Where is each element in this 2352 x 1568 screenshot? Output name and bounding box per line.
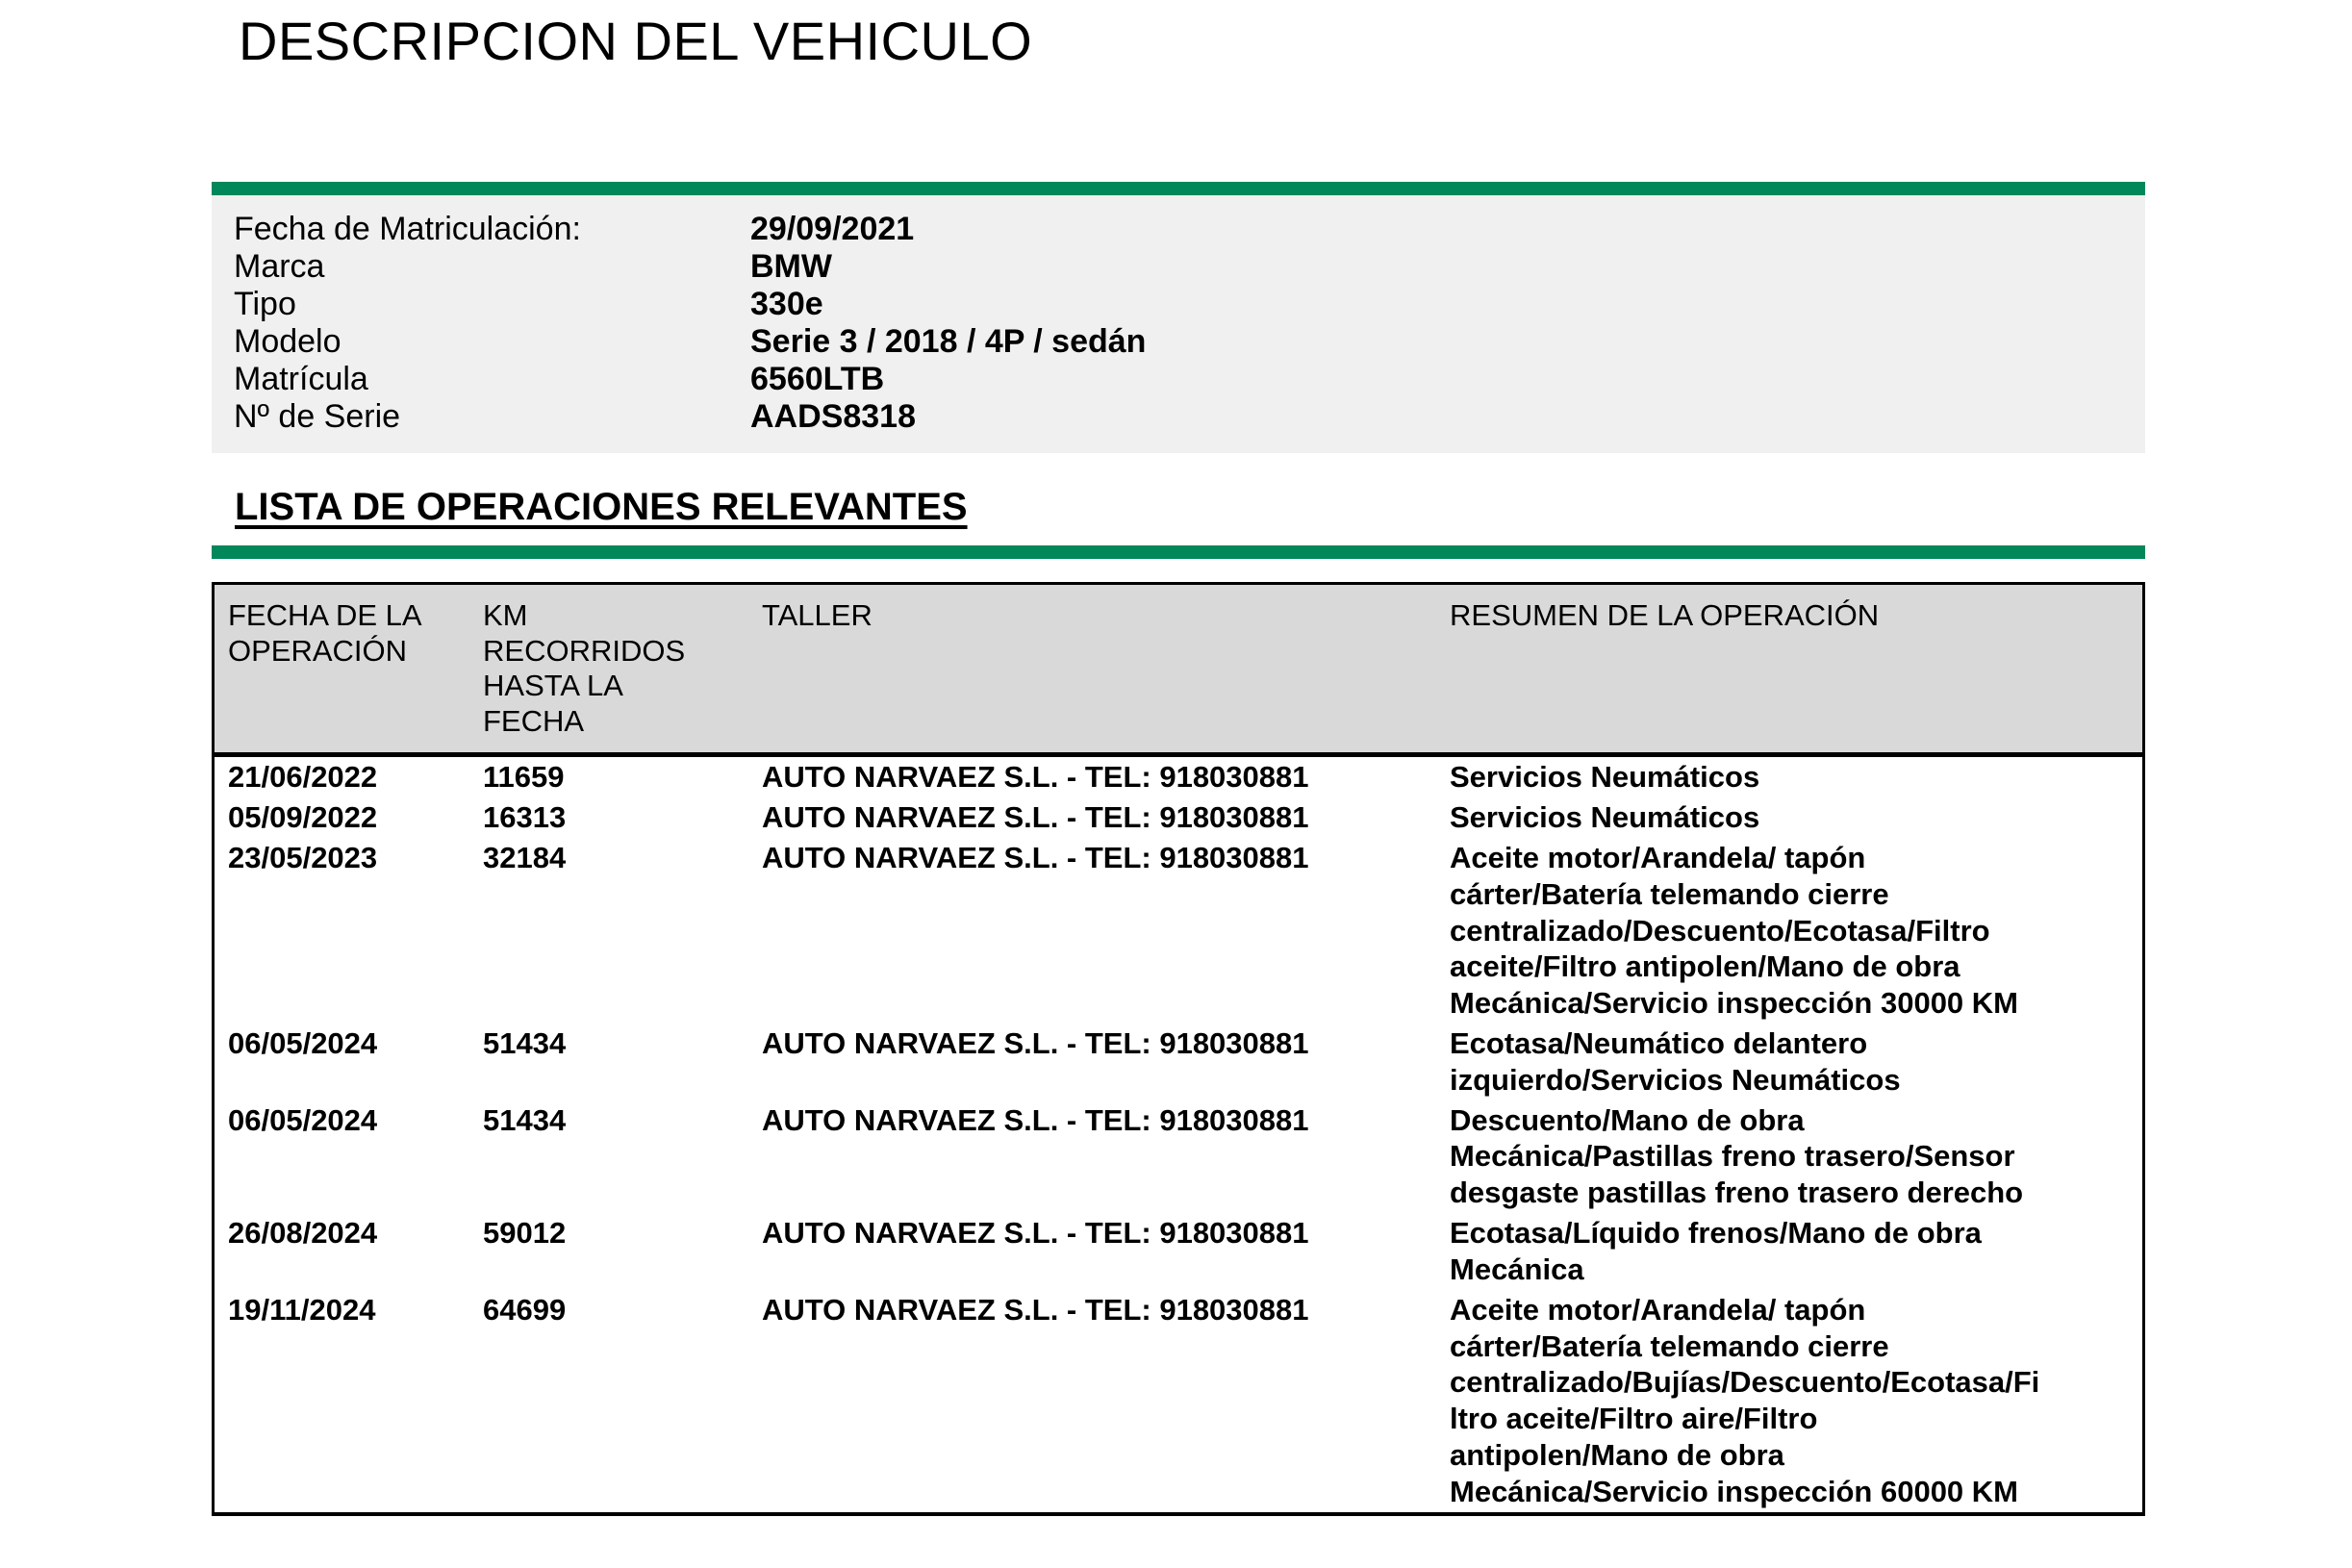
- vehicle-info-block: [212, 182, 2145, 453]
- summary-line: cárter/Batería telemando cierre: [1450, 876, 1889, 911]
- header-line: RESUMEN DE LA OPERACIÓN: [1450, 598, 1880, 632]
- cell-fecha: 21/06/2022: [228, 760, 378, 795]
- summary-line: aceite/Filtro antipolen/Mano de obra: [1450, 949, 1960, 984]
- cell-km: 16313: [483, 800, 567, 835]
- info-row: [212, 398, 2145, 436]
- info-value: 330e: [750, 286, 823, 322]
- cell-taller: AUTO NARVAEZ S.L. - TEL: 918030881: [762, 800, 1309, 835]
- info-value: BMW: [750, 248, 832, 285]
- cell-taller: AUTO NARVAEZ S.L. - TEL: 918030881: [762, 840, 1309, 874]
- info-label: Fecha de Matriculación:: [234, 211, 581, 247]
- info-value: Serie 3 / 2018 / 4P / sedán: [750, 323, 1147, 360]
- cell-taller: AUTO NARVAEZ S.L. - TEL: 918030881: [762, 1102, 1309, 1137]
- summary-line: centralizado/Bujías/Descuento/Ecotasa/Fi: [1450, 1365, 2040, 1400]
- cell-resumen: [1436, 1024, 2142, 1100]
- cell-fecha: 06/05/2024: [228, 1102, 378, 1137]
- summary-line: Ecotasa/Neumático delantero: [1450, 1026, 1868, 1060]
- cell-resumen: [1436, 755, 2142, 797]
- cell-taller: AUTO NARVAEZ S.L. - TEL: 918030881: [762, 1216, 1309, 1251]
- column-header-fecha: [215, 585, 469, 755]
- cell-fecha: 23/05/2023: [228, 840, 378, 874]
- summary-line: Servicios Neumáticos: [1450, 800, 1760, 835]
- header-line: OPERACIÓN: [228, 633, 408, 668]
- cell-km: 51434: [483, 1026, 567, 1060]
- summary-line: desgaste pastillas freno trasero derecho: [1450, 1176, 2024, 1210]
- table-row: [215, 755, 2142, 797]
- cell-resumen: [1436, 838, 2142, 1024]
- table-row: [215, 797, 2142, 838]
- cell-taller: AUTO NARVAEZ S.L. - TEL: 918030881: [762, 1026, 1309, 1060]
- column-header-taller: [748, 585, 1436, 755]
- section-heading-operaciones: LISTA DE OPERACIONES RELEVANTES: [235, 486, 968, 528]
- summary-line: izquierdo/Servicios Neumáticos: [1450, 1062, 1901, 1097]
- info-value: 29/09/2021: [750, 211, 915, 247]
- table-row: [215, 838, 2142, 1024]
- table-header-row: [215, 585, 2142, 755]
- header-line: TALLER: [762, 598, 873, 632]
- vehicle-info-panel: [212, 195, 2145, 453]
- summary-line: Aceite motor/Arandela/ tapón: [1450, 1292, 1866, 1327]
- cell-taller: AUTO NARVAEZ S.L. - TEL: 918030881: [762, 760, 1309, 795]
- column-header-km: [469, 585, 748, 755]
- table-body: [215, 755, 2142, 1512]
- cell-km: 64699: [483, 1292, 567, 1327]
- cell-km: 11659: [483, 760, 565, 795]
- cell-km: 32184: [483, 840, 567, 874]
- summary-line: antipolen/Mano de obra: [1450, 1437, 1784, 1472]
- summary-line: ltro aceite/Filtro aire/Filtro: [1450, 1402, 1818, 1436]
- operations-table-container: [212, 582, 2145, 1516]
- info-row: [212, 248, 2145, 286]
- cell-resumen: [1436, 1290, 2142, 1512]
- summary-line: Mecánica: [1450, 1252, 1584, 1286]
- page-title: DESCRIPCION DEL VEHICULO: [239, 11, 1033, 71]
- summary-line: cárter/Batería telemando cierre: [1450, 1328, 1889, 1363]
- header-line: RECORRIDOS: [483, 633, 686, 668]
- header-line: HASTA LA: [483, 669, 623, 703]
- header-line: KM: [483, 598, 528, 632]
- info-label: Matrícula: [234, 361, 368, 397]
- cell-resumen: [1436, 1100, 2142, 1213]
- table-header: [215, 585, 2142, 755]
- summary-line: Servicios Neumáticos: [1450, 760, 1760, 795]
- table-row: [215, 1100, 2142, 1213]
- header-line: FECHA DE LA: [228, 598, 422, 632]
- summary-line: Aceite motor/Arandela/ tapón: [1450, 840, 1866, 874]
- cell-fecha: 19/11/2024: [228, 1292, 376, 1327]
- info-row: [212, 211, 2145, 248]
- operations-table: [215, 585, 2142, 1512]
- info-row: [212, 323, 2145, 361]
- summary-line: Ecotasa/Líquido frenos/Mano de obra: [1450, 1216, 1982, 1251]
- cell-fecha: 05/09/2022: [228, 800, 378, 835]
- operations-block: [212, 545, 2145, 1516]
- cell-fecha: 06/05/2024: [228, 1026, 378, 1060]
- cell-km: 51434: [483, 1102, 567, 1137]
- accent-bar-top: [212, 182, 2145, 195]
- info-value: 6560LTB: [750, 361, 885, 397]
- cell-km: 59012: [483, 1216, 567, 1251]
- table-row: [215, 1213, 2142, 1290]
- cell-fecha: 26/08/2024: [228, 1216, 378, 1251]
- cell-resumen: [1436, 797, 2142, 838]
- info-row: [212, 361, 2145, 398]
- summary-line: centralizado/Descuento/Ecotasa/Filtro: [1450, 913, 1990, 948]
- cell-taller: AUTO NARVAEZ S.L. - TEL: 918030881: [762, 1292, 1309, 1327]
- info-label: Modelo: [234, 323, 341, 360]
- table-row: [215, 1290, 2142, 1512]
- info-value: AADS8318: [750, 398, 916, 435]
- summary-line: Mecánica/Servicio inspección 60000 KM: [1450, 1474, 2018, 1508]
- info-label: Tipo: [234, 286, 296, 322]
- summary-line: Mecánica/Servicio inspección 30000 KM: [1450, 986, 2018, 1021]
- info-row: [212, 286, 2145, 323]
- table-row: [215, 1024, 2142, 1100]
- info-label: Marca: [234, 248, 325, 285]
- accent-bar-operations: [212, 545, 2145, 559]
- cell-resumen: [1436, 1213, 2142, 1290]
- column-header-resumen: [1436, 585, 2142, 755]
- summary-line: Descuento/Mano de obra: [1450, 1102, 1805, 1137]
- header-line: FECHA: [483, 703, 585, 738]
- info-label: Nº de Serie: [234, 398, 401, 435]
- summary-line: Mecánica/Pastillas freno trasero/Sensor: [1450, 1139, 2015, 1174]
